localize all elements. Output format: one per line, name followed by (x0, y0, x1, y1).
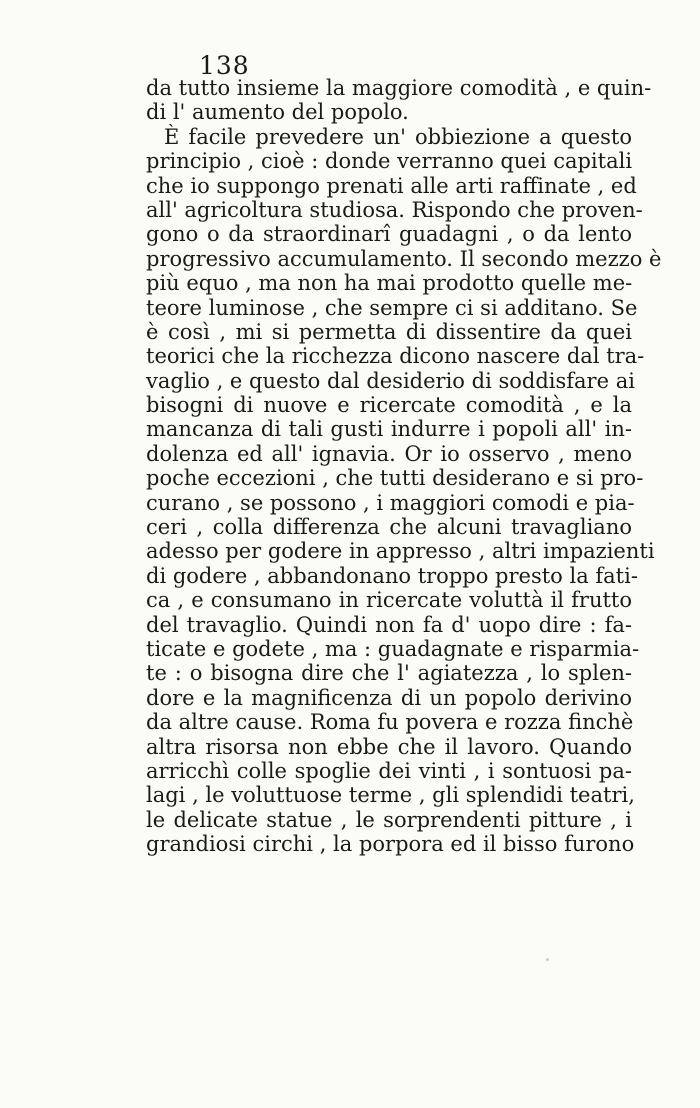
text-line: ticate e godete , ma : guadagnate e risparmia- (146, 636, 640, 661)
text-line: arricchì colle spoglie dei vinti , i sontuosi pa- (146, 758, 632, 783)
text-line: del travaglio. Quindi non fa d' uopo dire : fa- (146, 612, 632, 637)
text-line: lagi , le voluttuose terme , gli splendidi teatri, (146, 783, 635, 808)
text-line: adesso per godere in appresso , altri impazienti (146, 539, 655, 564)
text-line: ceri , colla differenza che alcuni travagliano (146, 515, 632, 540)
text-line: di godere , abbandonano troppo presto la fati- (146, 563, 638, 588)
text-line: ca , e consumano in ricercate voluttà il frutto (146, 588, 632, 613)
text-line: da altre cause. Roma fu povera e rozza finchè (146, 710, 634, 735)
text-line: altra risorsa non ebbe che il lavoro. Quando (146, 734, 632, 759)
paper-speck (546, 958, 549, 961)
text-line: più equo , ma non ha mai prodotto quelle me- (146, 271, 633, 296)
text-line: di l' aumento del popolo. (146, 100, 409, 125)
text-line: teorici che la ricchezza dicono nascere dal tra- (146, 344, 645, 369)
text-line: le delicate statue , le sorprendenti pitture , i (146, 807, 632, 832)
text-line: dolenza ed all' ignavia. Or io osservo , meno (146, 441, 632, 466)
text-line: curano , se possono , i maggiori comodi e pia- (146, 490, 635, 515)
text-line: progressivo accumulamento. Il secondo mezzo è (146, 246, 662, 271)
body-text (146, 76, 662, 857)
text-line: principio , cioè : donde verranno quei capitali (146, 149, 633, 174)
text-line: dore e la magnificenza di un popolo derivino (146, 685, 632, 710)
text-line: te : o bisogna dire che l' agiatezza , lo splen- (146, 661, 632, 686)
text-line: è così , mi si permetta di dissentire da quei (146, 319, 632, 344)
text-line: gono o da straordinarî guadagni , o da lento (146, 222, 632, 247)
text-line: che io suppongo prenati alle arti raffinate , ed (146, 173, 637, 198)
text-line: vaglio , e questo dal desiderio di soddisfare ai (146, 368, 635, 393)
text-line: bisogni di nuove e ricercate comodità , e la (146, 393, 632, 418)
text-line: mancanza di tali gusti indurre i popoli all' in- (146, 417, 632, 442)
text-line: È facile prevedere un' obbiezione a questo (164, 124, 632, 149)
text-line: grandiosi circhi , la porpora ed il bisso furono (146, 832, 635, 857)
page-number: 138 (199, 51, 250, 80)
text-line: da tutto insieme la maggiore comodità , e quin- (146, 76, 652, 100)
text-line: all' agricoltura studiosa. Rispondo che proven- (146, 197, 643, 222)
text-line: teore luminose , che sempre ci si additano. Se (146, 295, 638, 320)
text-line: poche eccezioni , che tutti desiderano e si pro- (146, 466, 644, 491)
